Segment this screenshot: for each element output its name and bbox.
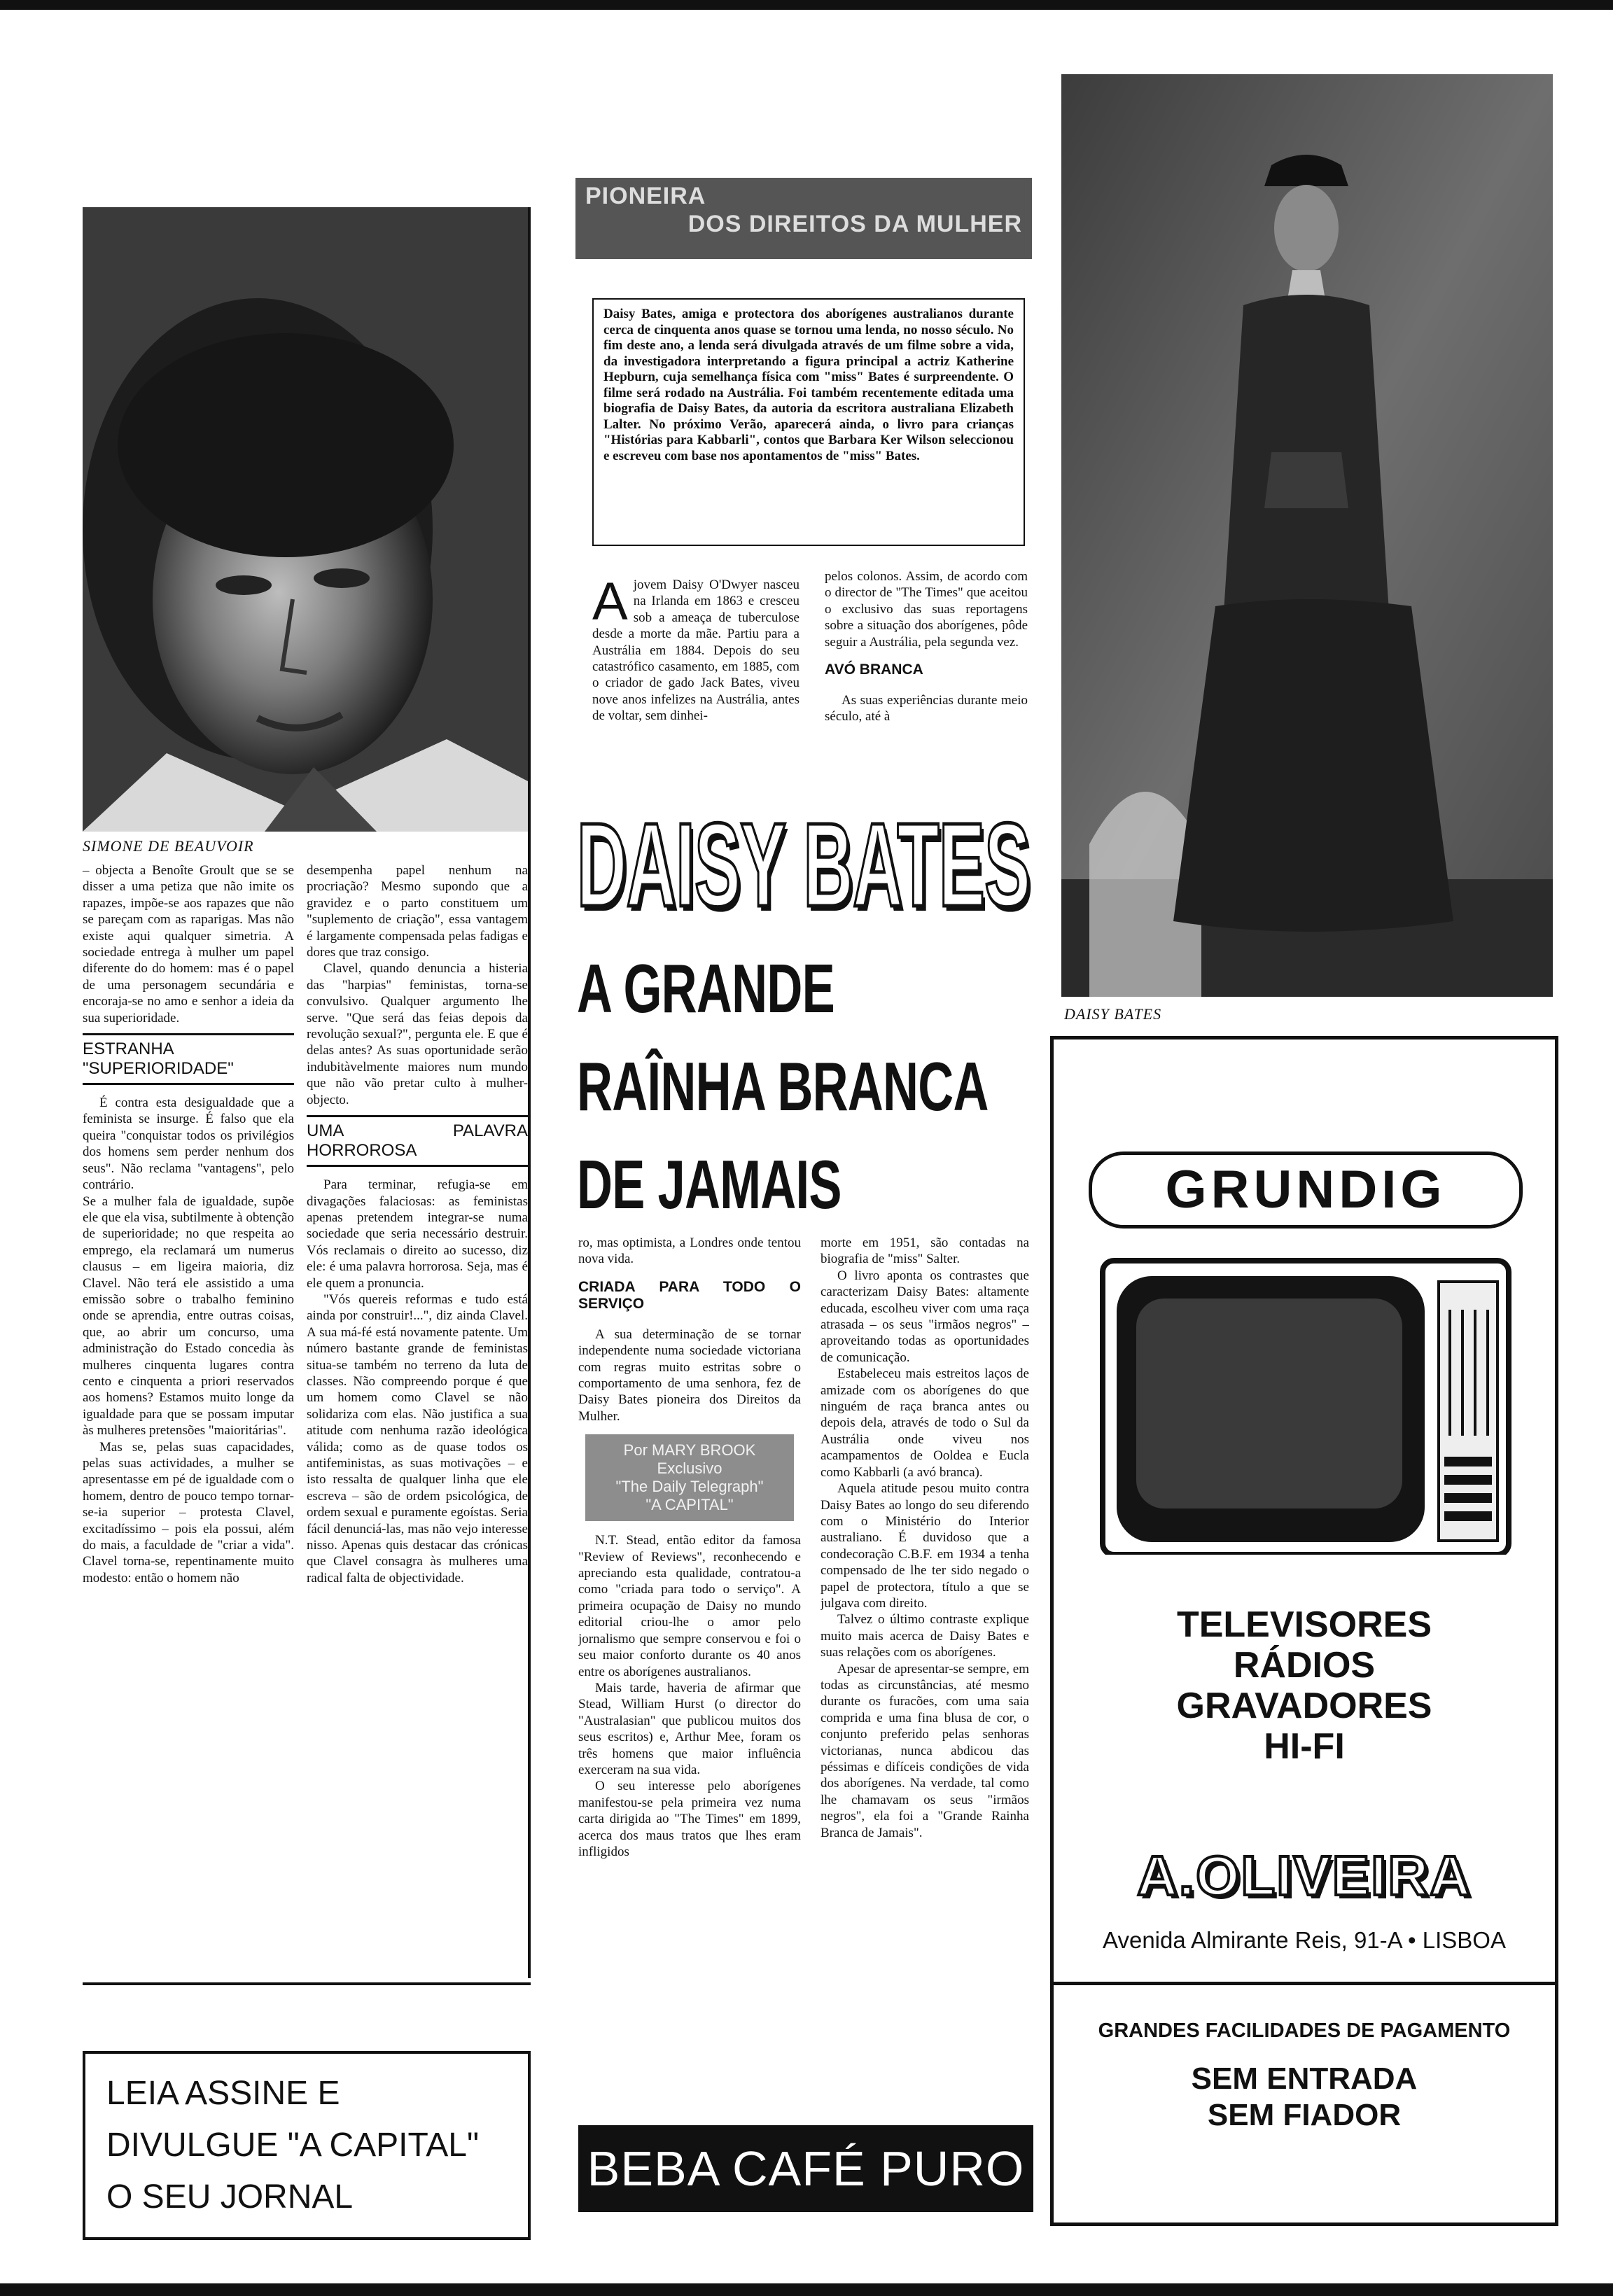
promo-line: O SEU JORNAL: [106, 2178, 354, 2216]
paragraph: Mas se, pelas suas capacidades, pelas suas actividades, a mulher se apresentasse em pé de igualdade com o homem, dentro de pouco tempo tornar-se-ia superior – protesta Clavel, excitadíssimo – pois ela possui, além do mais, a faculdade de "criar a vida". Clavel torna-se, repentinamente muito modesto: então o homem não: [83, 1439, 294, 1586]
grundig-logo: GRUNDIG: [1089, 1152, 1523, 1228]
no-down-payment: SEM ENTRADA: [1191, 2062, 1418, 2096]
byline-box: [585, 1434, 794, 1521]
portrait-image: [83, 207, 528, 832]
scan-bottom-edge: [0, 2283, 1613, 2296]
paragraph: Mais tarde, haveria de afirmar que Stead, William Hurst (o director do "Australasian" que publicou muitos dos seus escritos) e, Arthur Mee, foram os três homens que maior influência exerceram na sua vida.: [578, 1680, 801, 1777]
dealer-address: Avenida Almirante Reis, 91-A • LISBOA: [1103, 1927, 1506, 1953]
paragraph: N.T. Stead, então editor da famosa "Review of Reviews", reconhecendo e apreciando esta qualidade, contratou-a como "criada para todo o serviço". A primeira ocupação de Daisy no mundo editorial criou-lhe o amor pelo jornalismo que sempre conservou e foi o seu maior conforto durante os 40 anos entre os aborígenes australianos.: [578, 1533, 801, 1679]
beauvoir-photo: [83, 207, 528, 832]
byline-source: "The Daily Telegraph": [615, 1478, 764, 1496]
product-radios: RÁDIOS: [1233, 1645, 1376, 1686]
television-illustration: [1096, 1254, 1516, 1555]
kicker-box: [575, 178, 1032, 259]
paragraph: "Vós quereis reformas e tudo está ainda por construir!...", diz ainda Clavel. A sua má-fé está novamente patente. Um número bastante grande de feministas situa-se também no terreno da luta de classes. Não compreendo porque é que um homem como Clavel se não solidariza com elas. Não justifica a sua atitude com nenhuma razão ideológica válida; como as de quase todos os antifeministas, as suas motivações – e isto ressalta de qualquer linha que ele escreva – são de ordem psicológica, de ordem sexual e puramente egoístas. Seria fácil denunciá-las, mas não vejo interesse nisso. Apenas quis destacar das crónicas que Clavel consagra às mulheres uma radical falta de objectividade.: [307, 1292, 528, 1586]
paragraph: pelos colonos. Assim, de acordo com o director de "The Times" que aceitou o exclusivo das suas reportagens sobre a situação dos aborígenes, pôde seguir a Austrália, pela segunda vez.: [825, 569, 1028, 650]
payment-facilities: GRANDES FACILIDADES DE PAGAMENTO: [1098, 2019, 1511, 2042]
ad-divider: [1054, 1982, 1555, 1985]
photo-caption-daisy: DAISY BATES: [1064, 1005, 1162, 1023]
daisy-bates-photo: [1061, 74, 1553, 997]
intro-box: Daisy Bates, amiga e protectora dos aborígenes australianos durante cerca de cinquenta anos quase se tornou uma lenda, no nosso século. No fim deste ano, a lenda será divulgada através de um filme sobre a vida, da investigadora interpretando a figura principal a actriz Katherine Hepburn, cuja semelhança física com "miss" Bates é surpreendente. O filme será rodado na Austrália. Foi também recentemente editada uma biografia de Daisy Bates, da autoria da escritora australiana Elizabeth Lalter. No próximo Verão, aparecerá ainda, o livro para crianças "Histórias para Kabbarli", contos que Barbara Ker Wilson seleccionou e escreveu com base nos apontamentos de "miss" Bates.: [592, 298, 1025, 546]
left-column-2: [307, 862, 528, 1975]
paragraph: O livro aponta os contrastes que caracterizam Daisy Bates: altamente educada, escolheu viver com uma raça atrasada – os seus "irmãos negros" – aproveitando todas as oportunidades de comunicação.: [821, 1268, 1029, 1365]
paragraph: jovem Daisy O'Dwyer nasceu na Irlanda em 1863 e cresceu sob a ameaça de tuberculose desde a morte da mãe. Partiu para a Austrália em 1884. Depois do seu catastrófico casamento, em 1885, com o criador de gado Jack Bates, viveu nove anos infelizes na Austrália, antes de voltar, sem dinhei-: [592, 578, 799, 724]
paragraph: O seu interesse pelo aborígenes manifestou-se pela primeira vez numa carta dirigida ao "The Times" em 1899, acerca dos maus tratos que lhes eram infligidos: [578, 1779, 801, 1859]
promo-line: LEIA ASSINE E: [106, 2075, 340, 2112]
headline-line-3: DE JAMAIS: [577, 1146, 842, 1223]
paragraph: Para terminar, refugia-se em divagações falaciosas: as feministas apenas pretendem integrar-se numa sociedade que seria necessário destruir. Vós reclamais o direito ao sucesso, diz ele: é uma palavra horrorosa. Seja, mas é ele quem a pronuncia.: [307, 1177, 528, 1291]
promo-line: DIVULGUE "A CAPITAL": [106, 2127, 480, 2164]
paragraph: Clavel, quando denuncia a histeria das "harpias" feministas, torna-se convulsivo. Qualquer argumento lhe serve. "Que será das feias depois da revolução sexual?", pergunta ele. E que é delas antes? As suas oportunidade serão indubitàvelmente maiores num mundo que não vão pretar culto à mulher-objecto.: [307, 961, 528, 1107]
kicker-line-1: PIONEIRA: [585, 183, 706, 209]
paragraph: A sua determinação de se tornar independente numa sociedade victoriana com regras muito estritas sobre o comportamento de uma senhora, fez de Daisy Bates pioneira dos Direitos da Mulher.: [578, 1326, 801, 1424]
byline-paper: "A CAPITAL": [645, 1496, 734, 1514]
article-lower-col-1: [578, 1235, 801, 2079]
paragraph: ro, mas optimista, a Londres onde tentou nova vida.: [578, 1236, 801, 1267]
subhead-avo-branca: AVÓ BRANCA: [825, 662, 923, 678]
tv-icon: [1096, 1254, 1516, 1555]
kicker-line-2: DOS DIREITOS DA MULHER: [687, 211, 1022, 237]
cafe-ad: BEBA CAFÉ PURO: [578, 2125, 1033, 2212]
paragraph: desempenha papel nenhum na procriação? Mesmo supondo que a gravidez e o parto constituem um "suplemento de criação", essa vantagem é largamente compensada pelas fadigas e dores que traz consigo.: [307, 863, 528, 960]
article-upper-col-2: [825, 568, 1028, 788]
headline-line-1: A GRANDE: [577, 950, 835, 1027]
paragraph: morte em 1951, são contadas na biografia de "miss" Salter.: [821, 1236, 1029, 1267]
paragraph: – objecta a Benoîte Groult que se se disser a uma petiza que não imite os rapazes, impõe-se aos rapazes que não se pareçam com as raparigas. Mas não existe aqui qualquer simetria. A sociedade entrega à mulher um papel diferente do do homem: mas é o papel de uma personagem secundária e encoraja-se no amo e senhor a ideia da sua superioridade.: [83, 863, 294, 1026]
left-column-1: [83, 862, 294, 1975]
portrait-image: [1061, 74, 1553, 997]
paragraph: As suas experiências durante meio século, até à: [825, 693, 1028, 724]
scan-top-edge: [0, 0, 1613, 10]
subhead-criada: CRIADA PARA TODO O SERVIÇO: [578, 1278, 801, 1312]
product-televisores: TELEVISORES: [1176, 1604, 1432, 1645]
grundig-ad: [1050, 1036, 1558, 2226]
column-divider: [528, 207, 531, 1978]
headline-name: DAISY BATES: [577, 799, 1031, 932]
no-guarantor: SEM FIADOR: [1207, 2098, 1402, 2132]
byline-exclusive: Exclusivo: [657, 1460, 722, 1478]
paragraph: Talvez o último contraste explique muito mais acerca de Daisy Bates e suas relações com os aborígenes.: [821, 1612, 1029, 1660]
paragraph: É contra esta desigualdade que a feminista se insurge. É falso que ela queira "conquistar todos os privilégios dos homens sem perder nenhum dos seus". Não reclama "vantagens", pelo contrário.: [83, 1096, 294, 1193]
subscribe-promo-box: [83, 2051, 531, 2240]
subhead-palavra: UMA PALAVRA HORROROSA: [307, 1115, 528, 1167]
product-hifi: HI-FI: [1264, 1726, 1345, 1767]
article-upper-col-1: [592, 577, 799, 788]
headline-line-2: RAÎNHA BRANCA: [577, 1048, 989, 1125]
article-lower-col-2: [821, 1235, 1029, 2079]
photo-caption-beauvoir: SIMONE DE BEAUVOIR: [83, 837, 254, 855]
drop-cap: A: [592, 577, 628, 631]
paragraph: Se a mulher fala de igualdade, supõe ele que ela visa, subtilmente à obtenção de superioridade; no que respeita ao emprego, ela reclamará um numerus clausus – em ligeira maioria, diz Clavel. Não terá ele assistido a uma emissão sobre o trabalho feminino onde se aprendia, entre outras coisas, que, ao abrir um concurso, uma administração do Estado concedia às mulheres cinquenta lugares contra cento e cinquenta a priori reservados aos homens? Estamos muito longe da igualdade para que se possam imputar às mulheres pretensões "maioritárias".: [83, 1194, 294, 1438]
product-gravadores: GRAVADORES: [1176, 1686, 1432, 1726]
subhead-estranha: ESTRANHA "SUPERIORIDADE": [83, 1033, 294, 1085]
paragraph: Apesar de apresentar-se sempre, em todas as circunstâncias, até mesmo durante os furacões, com uma saia comprida e uma fina blusa de cor, o conjunto preferido pelas senhoras victorianas, nunca abdicou das péssimas e difíceis condições de vida dos aborígenes. Na verdade, tal como lhe chamavam os seus "irmãos negros", ela foi a "Grande Rainha Branca de Jamais".: [821, 1661, 1029, 1840]
paragraph: Estabeleceu mais estreitos laços de amizade com os aborígenes do que ninguém de raça branca antes ou depois dela, através de todo o Sul da Austrália onde viveu nos acampamentos de Ooldea e Eucla como Kabbarli (a avó branca).: [821, 1366, 1029, 1480]
byline-author: Por MARY BROOK: [623, 1441, 756, 1460]
paragraph: Aquela atitude pesou muito contra Daisy Bates ao longo do seu diferendo com o Ministério do Interior australiano. É duvidoso que a condecoração C.B.F. em 1934 a tenha compensado de lhe ter sido negado o papel de protectora, título a que se julgava com direito.: [821, 1481, 1029, 1611]
left-bottom-rule: [83, 1982, 531, 1985]
dealer-name: A.OLIVEIRA: [1137, 1844, 1472, 1907]
